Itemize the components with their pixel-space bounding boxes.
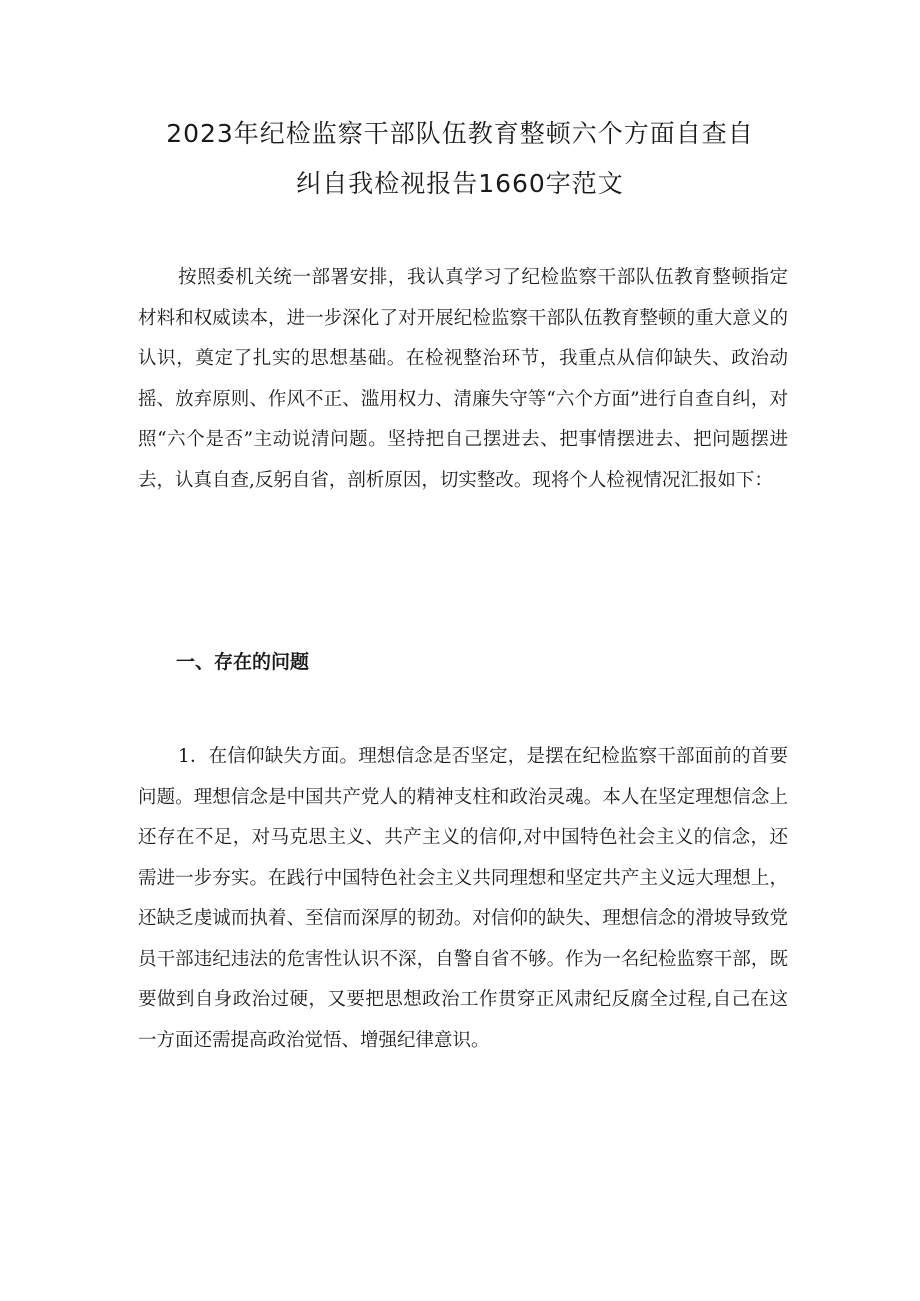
problem-item-1-paragraph: 1．在信仰缺失方面。理想信念是否坚定，是摆在纪检监察干部面前的首要问题。理想信念是中国共产党人的精神支柱和政治灵魂。本人在坚定理想信念上还存在不足，对马克思主义、共产主义的信仰,对中国特色社会主义的信念，还需进一步夯实。在践行中国特色社会主义共同理想和坚定共产主义远大理想上，还缺乏虔诚而执着、至信而深厚的韧劲。对信仰的缺失、理想信念的滑坡导致党员干部违纪违法的危害性认识不深，自警自省不够。作为一名纪检监察干部，既要做到自身政治过硬，又要把思想政治工作贯穿正风肃纪反腐全过程,自己在这一方面还需提高政治觉悟、增强纪律意识。 [138, 746, 788, 1051]
intro-paragraph: 按照委机关统一部署安排，我认真学习了纪检监察干部队伍教育整顿指定材料和权威读本，进一步深化了对开展纪检监察干部队伍教育整顿的重大意义的认识，奠定了扎实的思想基础。在检视整治环节，我重点从信仰缺失、政治动摇、放弃原则、作风不正、滥用权力、清廉失守等“六个方面”进行自查自纠，对照“六个是否”主动说清问题。坚持把自己摆进去、把事情摆进去、把问题摆进去，认真自查,反躬自省，剖析原因，切实整改。现将个人检视情况汇报如下： [138, 267, 788, 491]
section-heading-problems: 一、存在的问题 [176, 651, 310, 673]
document-title-line-2: 纠自我检视报告1660字范文 [296, 169, 624, 198]
document-title-line-1: 2023年纪检监察干部队伍教育整顿六个方面自查自 [166, 119, 754, 148]
